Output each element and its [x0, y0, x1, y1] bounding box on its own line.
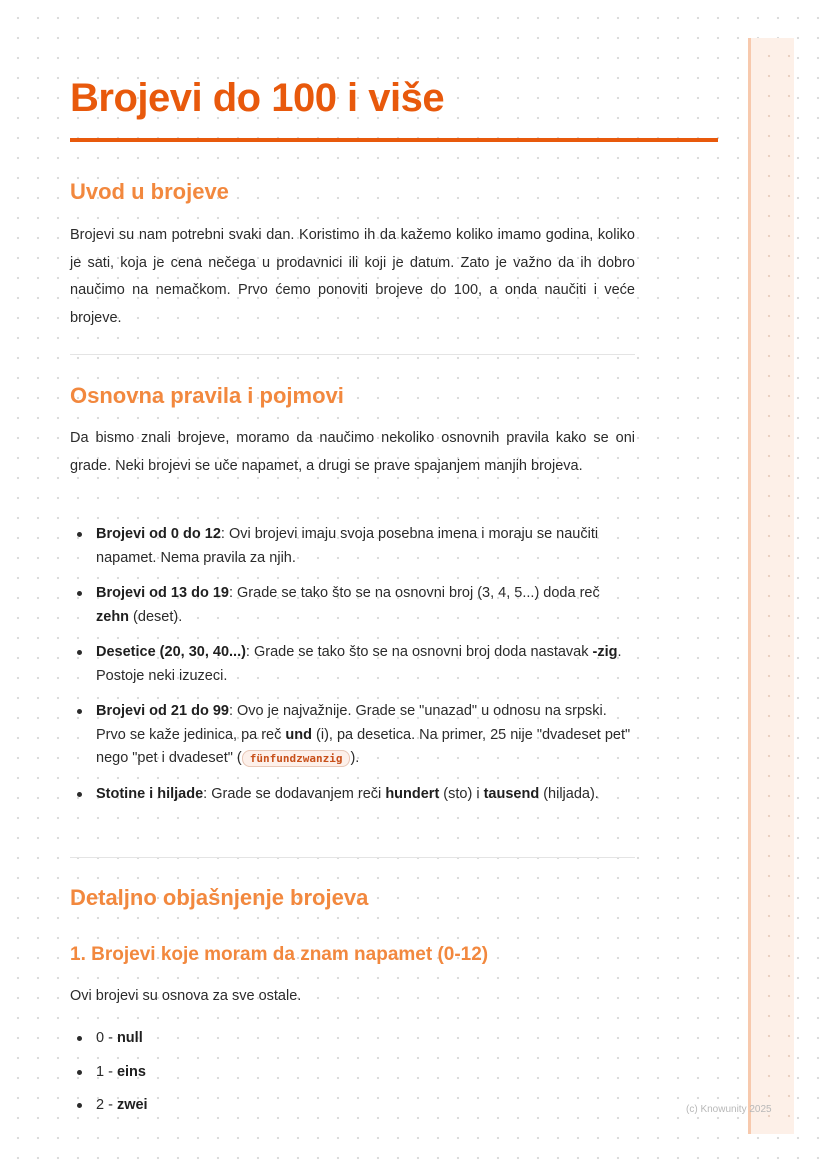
bullet-icon — [77, 709, 82, 714]
side-margin-band — [748, 38, 794, 1134]
list-item: Brojevi od 21 do 99: Ovo je najvažnije. Grade se "unazad" u odnosu na srpski. Prvo se kaže jedinica, pa reč und (i), pa desetica. Na primer, 25 nije "dvadeset pet" nego "pet i dvadeset" ( fünfundzwanzig ). — [70, 700, 635, 771]
page-title: Brojevi do 100 i više — [70, 76, 445, 120]
list-item: 1 - eins — [70, 1061, 635, 1085]
numbers-list — [70, 1027, 635, 1118]
detail-paragraph: Ovi brojevi su osnova za sve ostale. — [70, 988, 302, 1004]
section-heading-rules: Osnovna pravila i pojmovi — [70, 383, 344, 408]
copyright-footer: (c) Knowunity 2025 — [686, 1104, 772, 1115]
list-item: 0 - null — [70, 1027, 635, 1051]
bullet-icon — [77, 1070, 82, 1075]
bullet-icon — [77, 1036, 82, 1041]
bullet-icon — [77, 792, 82, 797]
bullet-icon — [77, 591, 82, 596]
rules-list — [70, 523, 635, 806]
bullet-icon — [77, 1103, 82, 1108]
bullet-icon — [77, 532, 82, 537]
title-underline — [70, 138, 718, 142]
section-heading-intro: Uvod u brojeve — [70, 179, 229, 204]
bullet-icon — [77, 650, 82, 655]
section-divider — [70, 857, 635, 858]
list-item: Stotine i hiljade: Grade se dodavanjem reči hundert (sto) i tausend (hiljada). — [70, 783, 635, 807]
intro-paragraph: Brojevi su nam potrebni svaki dan. Koristimo ih da kažemo koliko imamo godina, koliko je sati, koja je cena nečega u prodavnici ili koji je datum. Zato je važno da ih dobro naučimo na nemačkom. Prvo ćemo ponoviti brojeve do 100, a onda naučiti i veće brojeve. — [70, 227, 635, 326]
list-item: Brojevi od 0 do 12: Ovi brojevi imaju svoja posebna imena i moraju se naučiti napamet. Nema pravila za njih. — [70, 523, 635, 570]
list-item: 2 - zwei — [70, 1094, 635, 1118]
subsection-heading: 1. Brojevi koje moram da znam napamet (0-12) — [70, 944, 489, 965]
german-example-code: fünfundzwanzig — [242, 750, 351, 767]
rules-paragraph: Da bismo znali brojeve, moramo da naučimo nekoliko osnovnih pravila kako se oni grade. Neki brojevi se uče napamet, a drugi se prave spajanjem manjih brojeva. — [70, 430, 635, 474]
section-divider — [70, 354, 635, 355]
list-item: Brojevi od 13 do 19: Grade se tako što se na osnovni broj (3, 4, 5...) doda reč zehn (deset). — [70, 582, 635, 629]
list-item: Desetice (20, 30, 40...): Grade se tako što se na osnovni broj doda nastavak -zig. Postoje neki izuzeci. — [70, 641, 635, 688]
section-heading-detail: Detaljno objašnjenje brojeva — [70, 885, 369, 910]
